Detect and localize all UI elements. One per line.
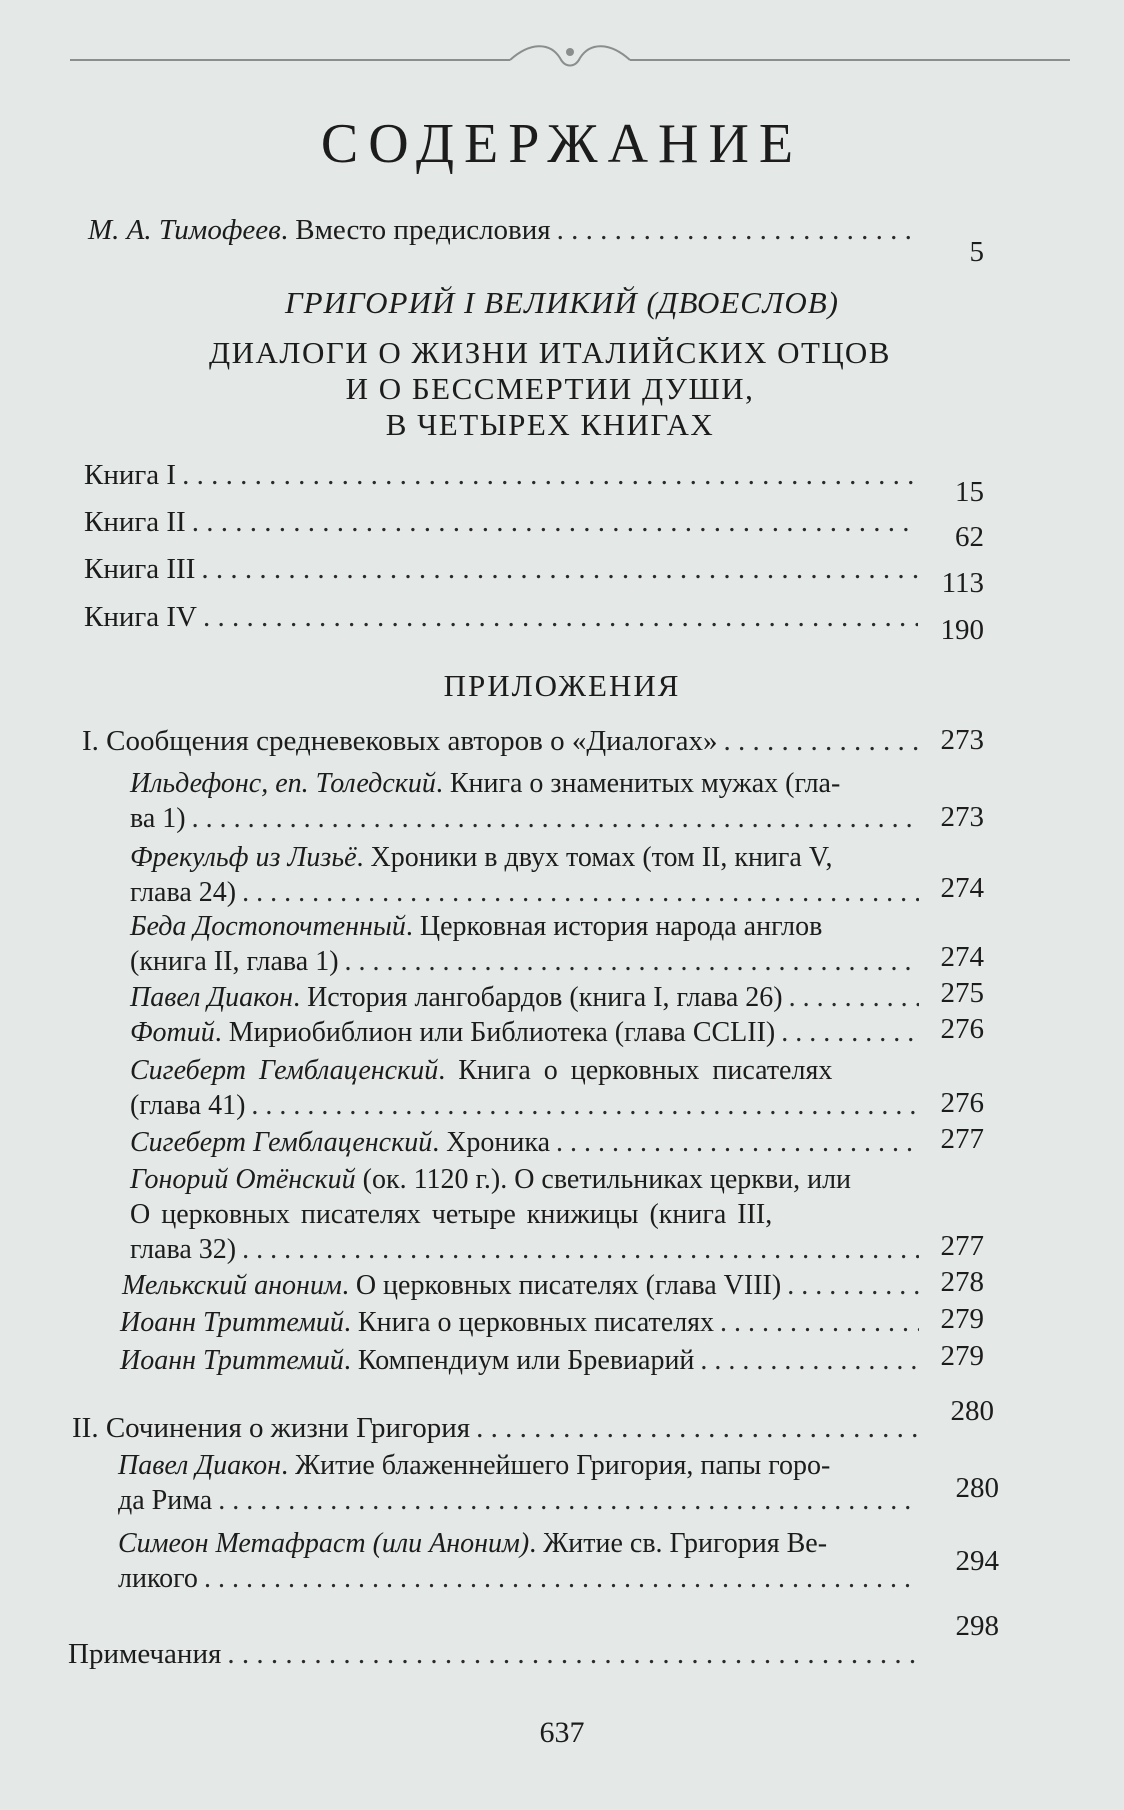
entry-page-number: 190 <box>940 614 984 646</box>
entry-author: Павел Диакон <box>130 982 294 1013</box>
entry-page-number: 298 <box>955 1610 999 1642</box>
entry-title: . О церковных писателях (глава VIII) <box>341 1270 782 1301</box>
work-title <box>160 335 940 443</box>
entry-author: Павел Диакон <box>118 1450 282 1481</box>
entry-title: . Компендиум или Бревиарий <box>343 1345 695 1376</box>
entry-title-cont: ликого <box>118 1563 198 1594</box>
entry-page-number: 280 <box>950 1395 994 1427</box>
leader-dots <box>182 458 918 493</box>
entry-author: Сигеберт Гемблаценский <box>130 1127 433 1158</box>
toc-subentry <box>130 1162 925 1267</box>
page-title: СОДЕРЖАНИЕ <box>320 113 804 175</box>
entry-title: . Житие блаженнейшего Григория, папы горо- <box>281 1450 831 1481</box>
toc-entry-book <box>84 505 924 540</box>
entry-title: II. Сочинения о жизни Григория <box>72 1412 471 1444</box>
leader-dots <box>251 1088 919 1123</box>
entry-page-number: 294 <box>955 1545 999 1577</box>
entry-author: Сигеберт Гемблаценский <box>130 1055 439 1086</box>
entry-title: . Мириобиблион или Библиотека (глава CCLII) <box>214 1017 776 1048</box>
entry-title: . Вместо предисловия <box>280 214 551 246</box>
leader-dots <box>201 552 918 587</box>
entry-title-cont: глава 24) <box>130 877 237 908</box>
entry-page-number: 280 <box>955 1472 999 1504</box>
toc-entry-book <box>84 458 924 493</box>
entry-page-number: 279 <box>940 1303 984 1335</box>
entry-author: Иоанн Триттемий <box>120 1307 344 1338</box>
toc-subentry <box>122 1268 925 1303</box>
toc-subentry <box>130 840 925 910</box>
leader-dots <box>203 600 918 635</box>
entry-page-number: 276 <box>940 1087 984 1119</box>
entry-author: М. А. Тимофеев <box>88 214 281 246</box>
work-title-line: В ЧЕТЫРЕХ КНИГАХ <box>385 407 715 442</box>
leader-dots <box>192 505 918 540</box>
entry-author: Беда Достопочтенный <box>130 911 406 942</box>
leader-dots <box>787 1268 919 1303</box>
entry-title-cont: ва 1) <box>130 803 186 834</box>
entry-title: Книга IV <box>84 601 197 633</box>
entry-page-number: 277 <box>940 1230 984 1262</box>
entry-page-number: 275 <box>940 977 984 1009</box>
entry-title: . История лангобардов (книга I, глава 26) <box>293 982 783 1013</box>
leader-dots <box>218 1483 917 1518</box>
work-title-line: ДИАЛОГИ О ЖИЗНИ ИТАЛИЙСКИХ ОТЦОВ <box>209 335 891 370</box>
toc-entry-part <box>82 724 932 759</box>
toc-subentry <box>130 1015 925 1050</box>
entry-author: Фрекульф из Лизьё <box>130 842 357 873</box>
toc-entry-preface <box>88 213 918 248</box>
entry-page-number: 273 <box>940 724 984 756</box>
toc-entry-part <box>72 1411 932 1446</box>
toc-subentry <box>130 766 925 836</box>
entry-page-number: 15 <box>955 476 984 508</box>
entry-page-number: 278 <box>940 1266 984 1298</box>
toc-subentry <box>130 909 925 979</box>
leader-dots <box>192 801 919 836</box>
entry-page-number: 113 <box>941 567 984 599</box>
entry-title-cont: глава 32) <box>130 1234 237 1265</box>
entry-title: . Книга о знаменитых мужах (гла- <box>435 768 841 799</box>
entry-title: Книга II <box>84 506 186 538</box>
leader-dots <box>227 1637 922 1672</box>
entry-title: . Хроника <box>432 1127 550 1158</box>
entry-page-number: 5 <box>969 236 984 268</box>
toc-subentry <box>130 1053 925 1123</box>
entry-author: Фотий <box>130 1017 215 1048</box>
leader-dots <box>556 1125 919 1160</box>
page-number: 637 <box>539 1716 585 1749</box>
entry-author: Гонорий Отёнский <box>130 1164 356 1195</box>
entry-title-cont: (книга II, глава 1) <box>130 946 339 977</box>
entry-title: Книга III <box>84 553 196 585</box>
entry-page-number: 276 <box>940 1013 984 1045</box>
leader-dots <box>720 1305 919 1340</box>
entry-author: Мелькский аноним <box>122 1270 342 1301</box>
entry-page-number: 62 <box>955 521 984 553</box>
leader-dots <box>242 1232 919 1267</box>
toc-subentry <box>120 1343 925 1378</box>
entry-page-number: 274 <box>940 872 984 904</box>
leader-dots <box>781 1015 919 1050</box>
entry-title: (ок. 1120 г.). О светильниках церкви, или <box>355 1164 852 1195</box>
leader-dots <box>789 980 919 1015</box>
entry-title: . Книга о церковных писателях <box>343 1307 715 1338</box>
toc-subentry <box>118 1448 923 1518</box>
leader-dots <box>700 1343 919 1378</box>
toc-subentry <box>120 1305 925 1340</box>
entry-title: . Хроники в двух томах (том II, книга V, <box>356 842 833 873</box>
entry-page-number: 273 <box>940 801 984 833</box>
entry-title: . Книга о церковных писателях <box>438 1055 833 1086</box>
entry-page-number: 277 <box>940 1123 984 1155</box>
entry-title: Примечания <box>68 1638 222 1670</box>
leader-dots <box>724 724 926 759</box>
leader-dots <box>204 1561 917 1596</box>
entry-author: Симеон Метафраст (или Аноним) <box>118 1528 530 1559</box>
leader-dots <box>345 944 919 979</box>
entry-author: Ильдефонс, еп. Толедский <box>130 768 436 799</box>
entry-page-number: 274 <box>940 941 984 973</box>
leader-dots <box>557 213 912 248</box>
toc-entry-book <box>84 600 924 635</box>
toc-subentry <box>118 1526 923 1596</box>
work-title-line: И О БЕССМЕРТИИ ДУШИ, <box>345 371 755 406</box>
toc-entry-notes <box>68 1637 928 1672</box>
entry-title: Книга I <box>84 459 177 491</box>
leader-dots <box>242 875 919 910</box>
appendix-heading: ПРИЛОЖЕНИЯ <box>443 668 681 703</box>
decorative-rule-ornament <box>70 40 1070 80</box>
entry-title: . Житие св. Григория Ве- <box>529 1528 828 1559</box>
entry-title-cont: да Рима <box>118 1485 213 1516</box>
entry-author: Иоанн Триттемий <box>120 1345 344 1376</box>
entry-title: . Церковная история народа англов <box>405 911 823 942</box>
entry-title-cont: О церковных писателях четыре книжицы (книга III, <box>130 1199 773 1230</box>
toc-subentry <box>130 980 925 1015</box>
entry-title-cont: (глава 41) <box>130 1090 246 1121</box>
leader-dots <box>476 1411 926 1446</box>
toc-entry-book <box>84 552 924 587</box>
toc-subentry <box>130 1125 925 1160</box>
entry-title: I. Сообщения средневековых авторов о «Диалогах» <box>82 725 718 757</box>
author-heading: ГРИГОРИЙ I ВЕЛИКИЙ (ДВОЕСЛОВ) <box>284 285 840 320</box>
entry-page-number: 279 <box>940 1340 984 1372</box>
